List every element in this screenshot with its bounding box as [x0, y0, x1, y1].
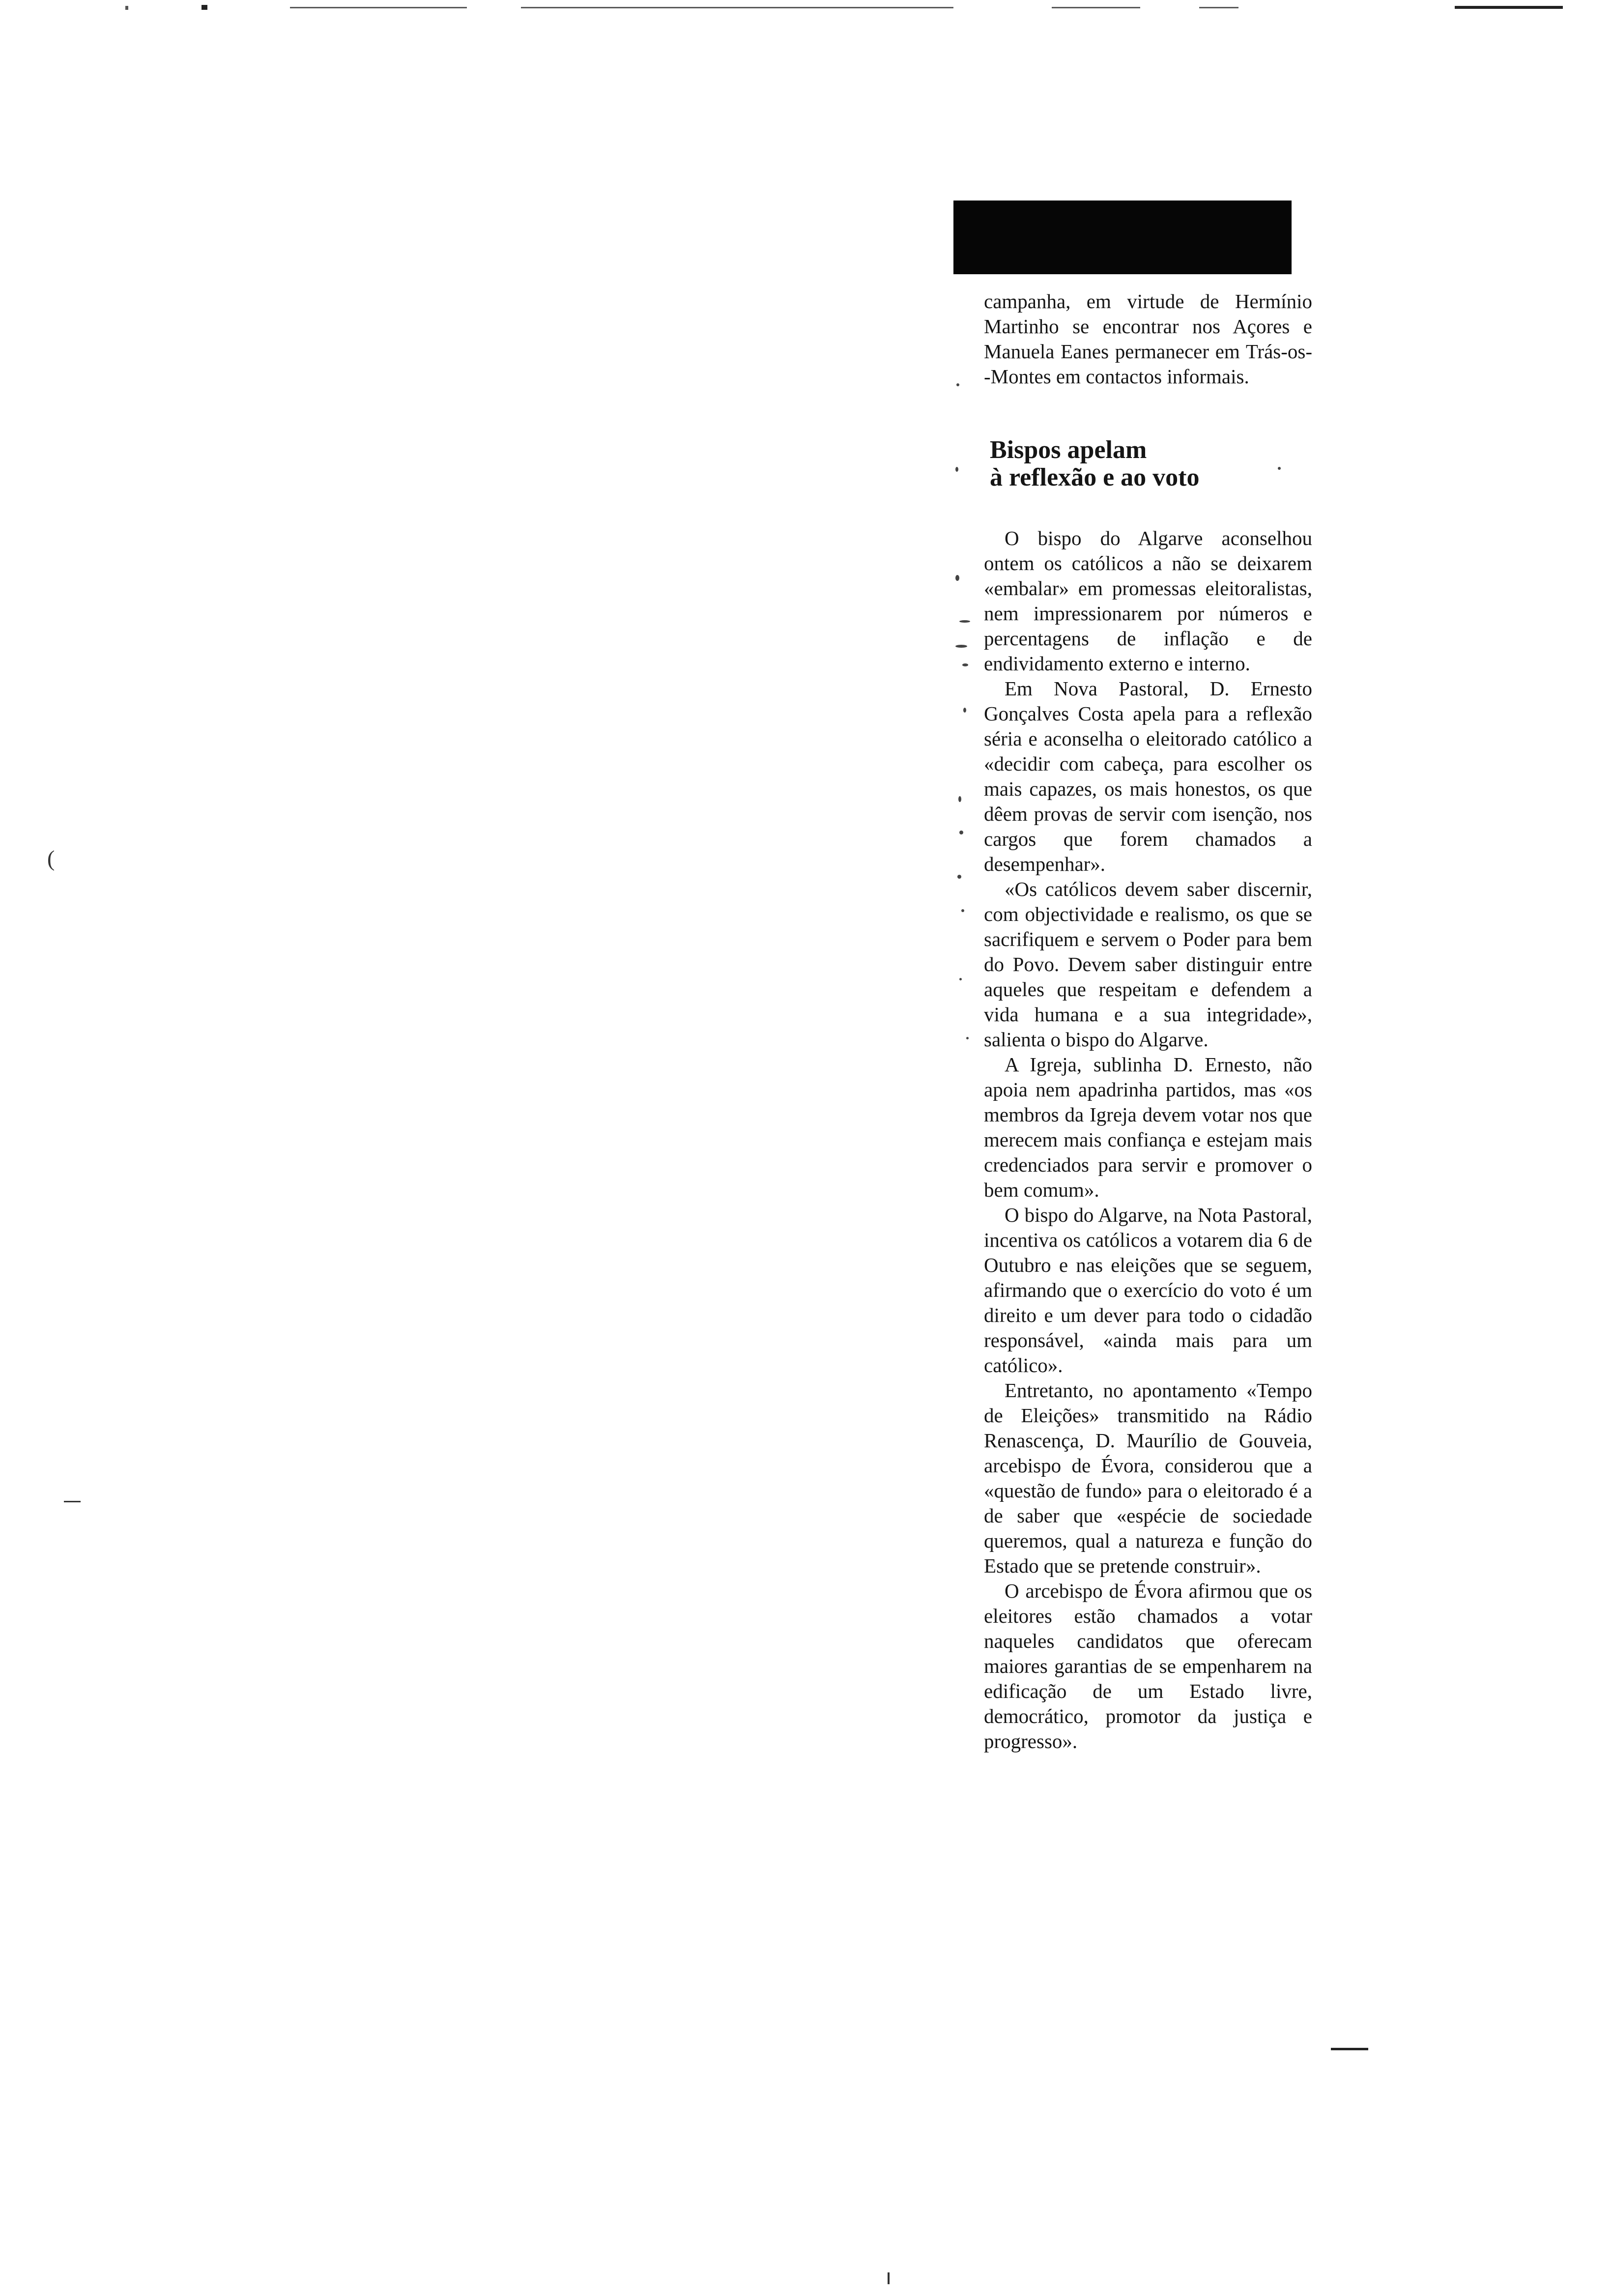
- scan-top-rule: [1052, 7, 1140, 8]
- scan-speck: [957, 875, 961, 879]
- article-paragraph: A Igreja, sublinha D. Ernesto, não apoia nem apadrinha partidos, mas «os membros da Igreja devem votar nos que merecem mais confiança e estejam mais credenciados para servir e promover o bem comum».: [984, 1053, 1312, 1201]
- headline-line-2: à reflexão e ao voto: [990, 463, 1200, 491]
- article-end-rule: [1331, 2048, 1368, 2050]
- scan-speck: [956, 383, 959, 386]
- scan-speck: [959, 620, 970, 623]
- article-paragraph: Entretanto, no apontamento «Tempo de Eleições» transmitido na Rádio Renascença, D. Maurílio de Gouveia, arcebispo de Évora, considerou que a «questão de fundo» para o eleitorado é a de saber que «espécie de sociedade queremos, qual a natureza e função do Estado que se pretende construir».: [984, 1379, 1312, 1577]
- article-paragraph: «Os católicos devem saber discernir, com objectividade e realismo, os que se sacrifiquem e servem o Poder para bem do Povo. Devem saber distinguir entre aqueles que respeitam e defendem a vida humana e a sua integridade», salienta o bispo do Algarve.: [984, 878, 1312, 1051]
- scan-speck: [961, 909, 964, 912]
- scan-top-mark: [202, 5, 207, 10]
- scan-speck: [959, 978, 962, 980]
- scan-bottom-mark: [888, 2272, 890, 2284]
- scan-top-rule: [290, 7, 467, 8]
- header-black-bar: [953, 201, 1292, 274]
- article-column: [984, 289, 1312, 1754]
- article-continuation: campanha, em virtude de Hermínio Martinho se encontrar nos Açores e Manuela Eanes permanecer em Trás-os--Montes em contactos informais.: [984, 290, 1312, 388]
- headline-line-1: Bispos apelam: [990, 436, 1147, 464]
- scan-top-rule: [1199, 7, 1238, 8]
- scan-speck: [955, 467, 958, 472]
- scan-speck: [959, 831, 963, 834]
- article-paragraph: Em Nova Pastoral, D. Ernesto Gonçalves Costa apela para a reflexão séria e aconselha o eleitorado católico a «decidir com cabeça, para escolher os mais capazes, os mais honestos, os que dêem provas de servir com isenção, nos cargos que forem chamados a desempenhar».: [984, 677, 1312, 875]
- scan-speck: [955, 575, 959, 581]
- scan-margin-mark: (: [47, 846, 55, 871]
- scan-speck: [966, 1037, 969, 1039]
- scan-top-rule: [1455, 6, 1563, 9]
- scan-speck: [962, 663, 968, 666]
- headline: [990, 436, 1312, 491]
- scan-margin-dash: [64, 1501, 81, 1502]
- scan-top-mark: [125, 6, 128, 10]
- scan-speck: [955, 645, 967, 648]
- scan-top-rule: [521, 7, 953, 8]
- scan-speck: [963, 708, 966, 713]
- article-paragraph: O bispo do Algarve, na Nota Pastoral, incentiva os católicos a votarem dia 6 de Outubro e nas eleições que se seguem, afirmando que o exercício do voto é um direito e um dever para todo o cidadão responsável, «ainda mais para um católico».: [984, 1204, 1312, 1377]
- article-paragraph: O arcebispo de Évora afirmou que os eleitores estão chamados a votar naqueles candidatos que oferecam maiores garantias de se empenharem na edificação de um Estado livre, democrático, promotor da justiça e progresso».: [984, 1579, 1312, 1752]
- scan-speck: [958, 796, 961, 802]
- article-paragraph: O bispo do Algarve aconselhou ontem os católicos a não se deixarem «embalar» em promessas eleitoralistas, nem impressionarem por números e percentagens de inflação e de endividamento externo e interno.: [984, 527, 1312, 675]
